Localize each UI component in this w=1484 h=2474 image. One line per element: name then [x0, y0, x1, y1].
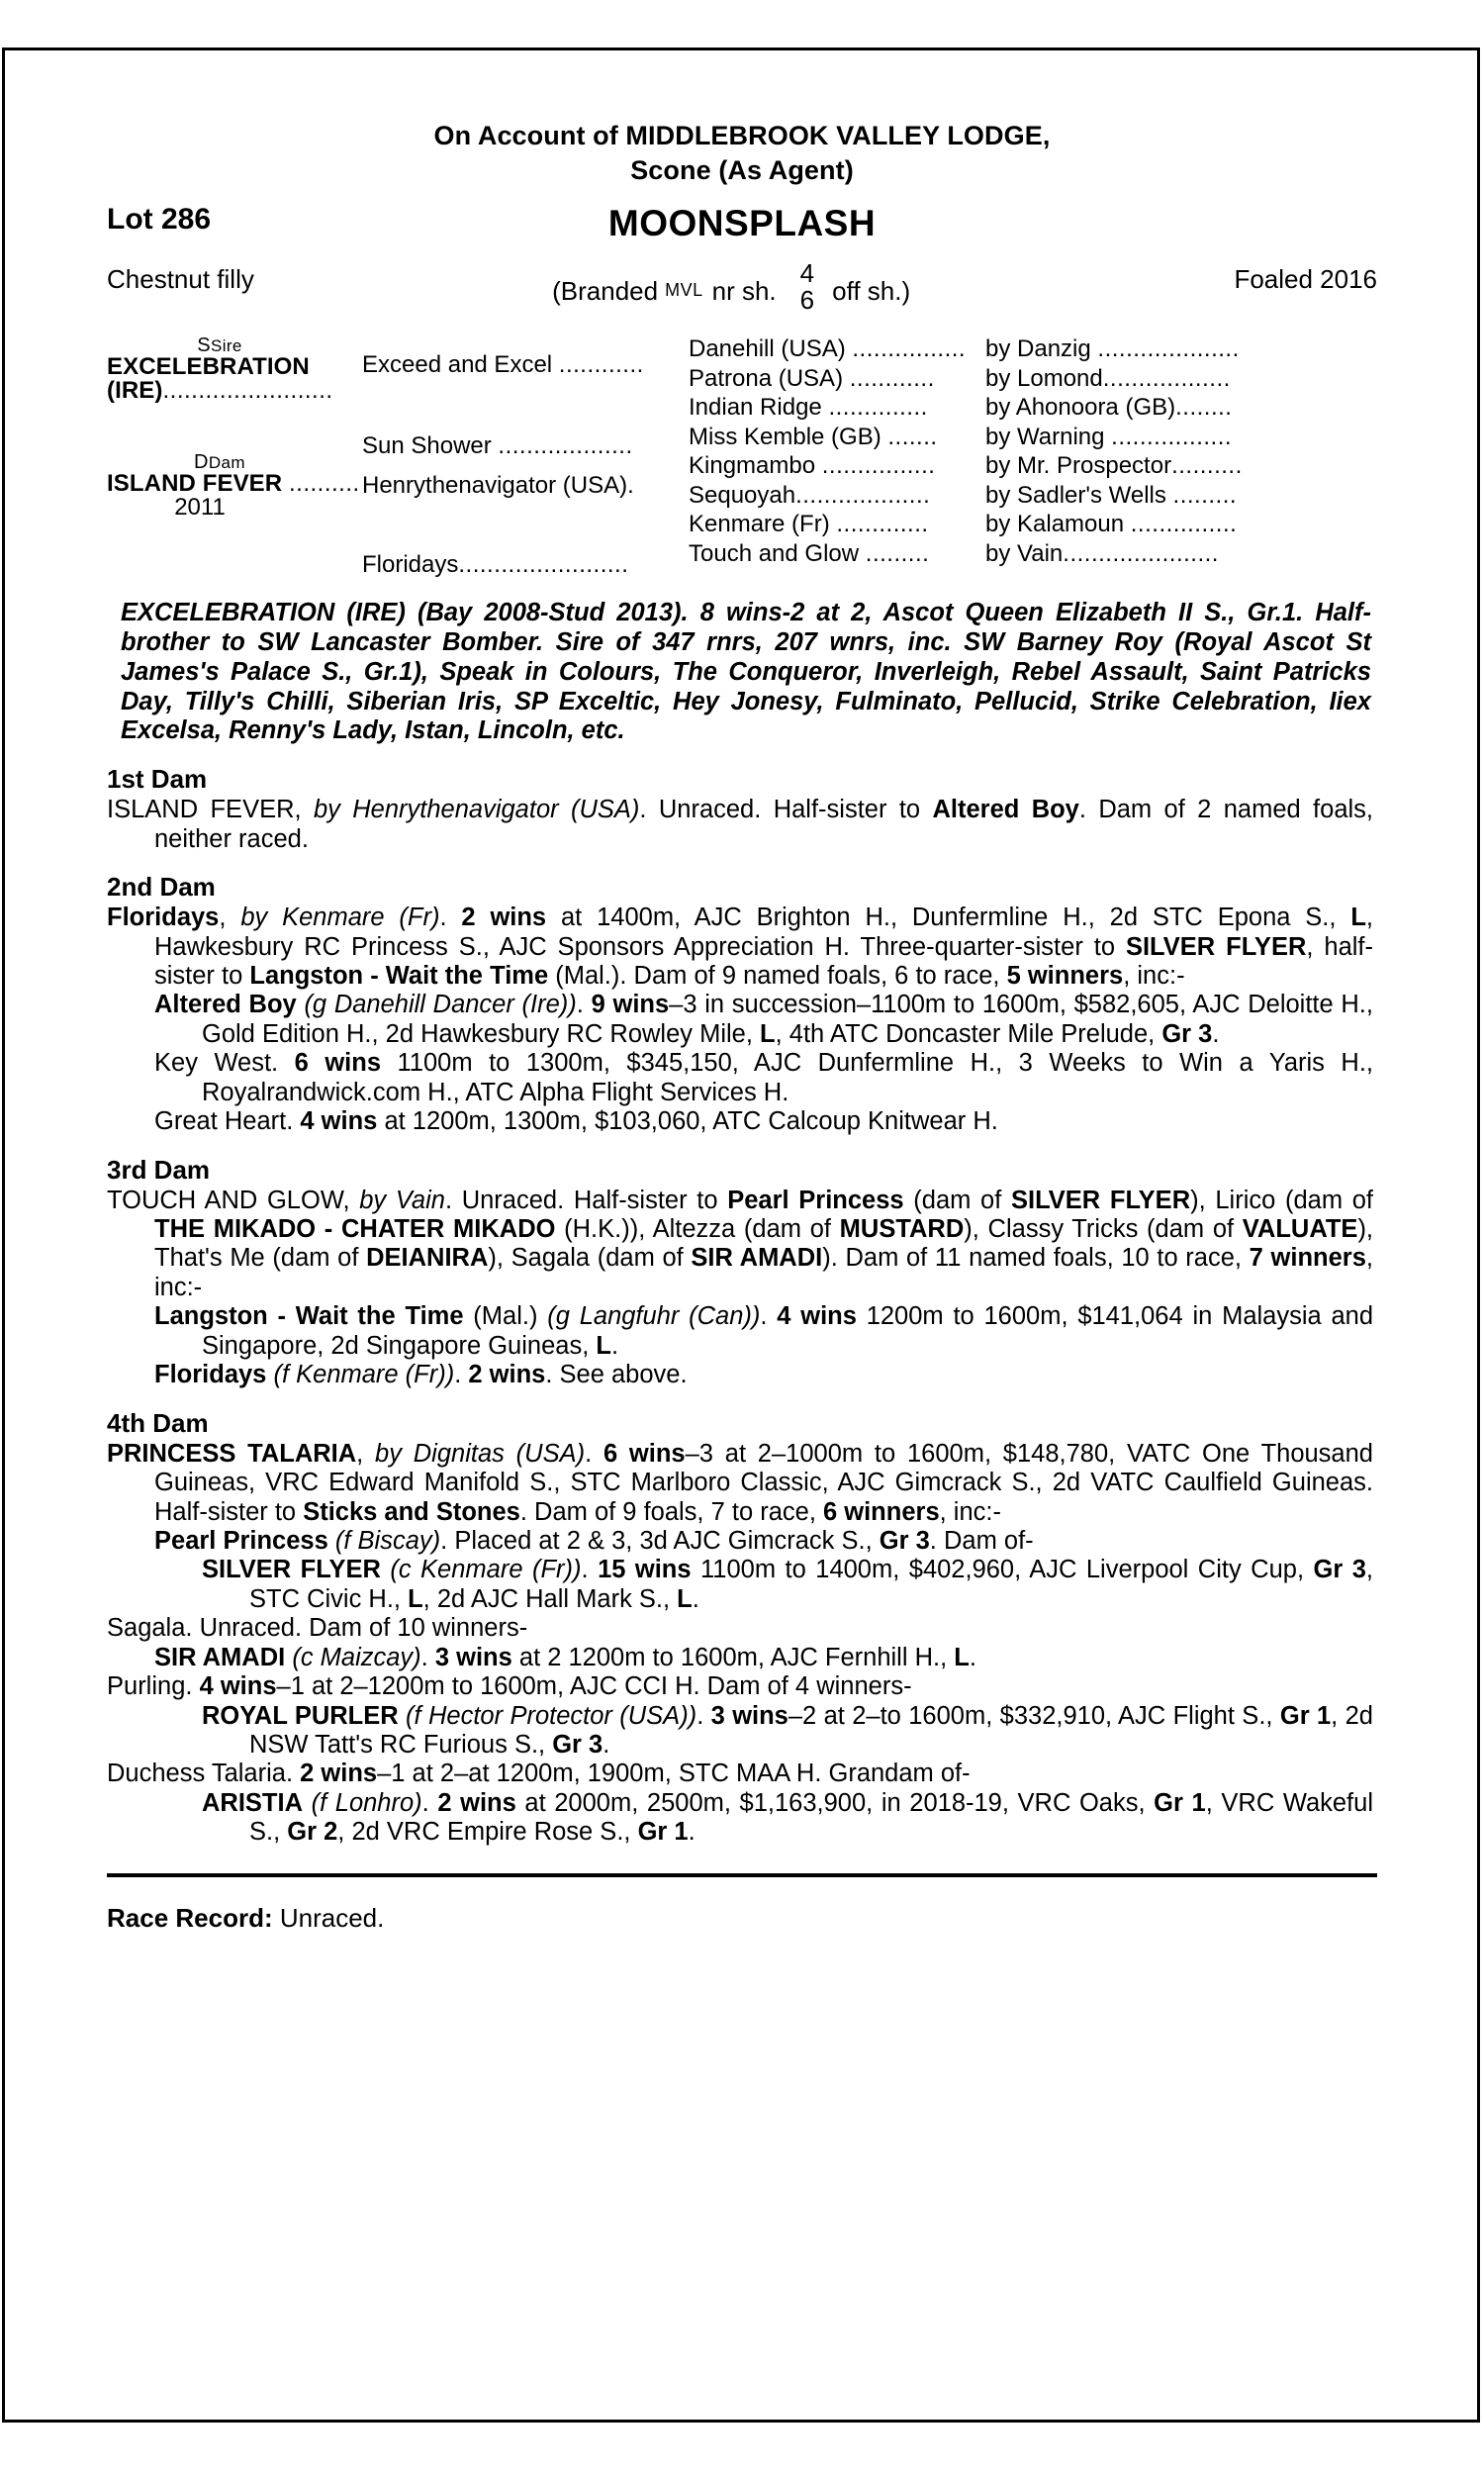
brand-denominator: 6 — [799, 285, 815, 316]
brand-prefix: (Branded — [552, 275, 659, 306]
dam-label-text: Dam — [208, 453, 245, 473]
second-dam-progeny-2: Great Heart. 4 wins at 1200m, 1300m, $103,060, ATC Calcoup Knitwear H. — [154, 1107, 998, 1136]
pedigree-g2-0: Exceed and Excel ............ — [362, 351, 644, 379]
pedigree-g4-7: by Vain...................... — [985, 541, 1219, 567]
pedigree-g3-1: Patrona (USA) ............ — [689, 366, 935, 392]
lot-number: Lot 286 — [107, 203, 212, 237]
section-divider — [107, 1873, 1377, 1877]
fourth-dam-progeny-6: Duchess Talaria. 2 wins–1 at 2–at 1200m, 1900m, STC MAA H. Grandam of- — [107, 1760, 971, 1788]
second-dam-heading: 2nd Dam — [107, 872, 216, 903]
pedigree-g3-7: Touch and Glow ......... — [689, 541, 930, 567]
pedigree-col-sires-of — [985, 335, 1377, 577]
race-record-value: Unraced. — [279, 1902, 385, 1933]
first-dam-text: ISLAND FEVER, by Henrythenavigator (USA). Unraced. Half-sister to Altered Boy. Dam of 2 named foals, neither raced. — [107, 796, 1374, 853]
dam-dots: .......... — [289, 470, 360, 498]
sire-label-text: Sire — [210, 336, 242, 356]
pedigree-g2-3: Floridays........................ — [362, 551, 629, 579]
lot-row — [107, 203, 1377, 244]
pedigree-g3-0: Danehill (USA) ................ — [689, 337, 967, 363]
pedigree-g2-1: Sun Shower ................... — [362, 432, 633, 460]
brand-off-shoulder: off sh.) — [832, 275, 911, 306]
fourth-dam-progeny-5: ROYAL PURLER (f Hector Protector (USA)). 3 wins–2 at 2–to 1600m, $332,910, AJC Flight S., Gr 1, 2d NSW Tatt's RC Furious S., Gr 3. — [202, 1701, 1373, 1760]
pedigree-dam-cell — [107, 452, 362, 569]
fourth-dam-progeny-7: ARISTIA (f Lonhro). 2 wins at 2000m, 2500m, $1,163,900, in 2018-19, VRC Oaks, Gr 1, VRC Wakeful S., Gr 2, 2d VRC Empire Rose S., Gr 1. — [202, 1788, 1373, 1847]
sire-name-line2: (IRE)........................ — [107, 377, 333, 405]
fourth-dam-progeny-2: Sagala. Unraced. Dam of 10 winners- — [107, 1614, 528, 1643]
sire-name: EXCELEBRATION — [107, 353, 310, 381]
sire-description: EXCELEBRATION (IRE) (Bay 2008-Stud 2013). 8 wins-2 at 2, Ascot Queen Elizabeth II S., Gr.1. Half-brother to SW Lancaster Bomber. Sire of 347 rnrs, 207 wnrs, inc. SW Barney Roy (Royal Ascot St James's Palace S., Gr.1), Speak in Colours, The Conqueror, Inverleigh, Rebel Assault, Saint Patricks Day, Tilly's Chilli, Siberian Iris, SP Exceltic, Hey Jonesy, Fulminato, Pellucid, Strike Celebration, Iiex Excelsa, Renny's Lady, Istan, Lincoln, etc. — [121, 599, 1371, 745]
fourth-dam-progeny-1: SILVER FLYER (c Kenmare (Fr)). 15 wins 1100m to 1400m, $402,960, AJC Liverpool City Cup, Gr 3, STC Civic H., L, 2d AJC Hall Mark S., L. — [202, 1556, 1373, 1613]
pedigree-col-great-grandparents — [689, 335, 985, 577]
pedigree-g3-4: Kingmambo ................ — [689, 454, 936, 480]
pedigree-g4-5: by Sadler's Wells ......... — [985, 483, 1238, 509]
pedigree-g4-4: by Mr. Prospector.......... — [985, 454, 1243, 480]
pedigree-g3-2: Indian Ridge .............. — [689, 396, 928, 422]
second-dam-progeny-0: Altered Boy (g Danehill Dancer (Ire)). 9 wins–3 in succession–1100m to 1600m, $582,605, AJC Deloitte H., Gold Edition H., 2d Hawkesbury RC Rowley Mile, L, 4th ATC Doncaster Mile Prelude, Gr 3. — [154, 991, 1373, 1048]
brand-near-shoulder: nr sh. — [711, 275, 777, 306]
third-dam-heading: 3rd Dam — [107, 1154, 211, 1185]
race-record-label: Race Record: — [107, 1902, 273, 1933]
pedigree-g4-0: by Danzig .................... — [985, 337, 1240, 363]
race-record — [107, 1903, 1377, 1934]
pedigree-col-parents — [107, 335, 362, 577]
fourth-dam-text: PRINCESS TALARIA, by Dignitas (USA). 6 wins–3 at 2–1000m to 1600m, $148,780, VATC One Thousand Guineas, VRC Edward Manifold S., STC Marlboro Classic, AJC Gimcrack S., 2d VATC Caulfield Guineas. Half-sister to Sticks and Stones. Dam of 9 foals, 7 to race, 6 winners, inc:- — [107, 1439, 1373, 1526]
third-dam-progeny-0: Langston - Wait the Time (Mal.) (g Langfuhr (Can)). 4 wins 1200m to 1600m, $141,064 in Malaysia and Singapore, 2d Singapore Guineas, L. — [154, 1302, 1374, 1360]
third-dam-progeny-1: Floridays (f Kenmare (Fr)). 2 wins. See above. — [154, 1361, 688, 1389]
dam-label: DDam — [194, 451, 245, 474]
colour-and-sex: Chestnut filly — [107, 264, 254, 295]
consignor-line-1: On Account of MIDDLEBROOK VALLEY LODGE, — [433, 121, 1051, 150]
horse-description-row — [107, 252, 1377, 316]
pedigree-g4-2: by Ahonoora (GB)........ — [985, 396, 1233, 422]
pedigree-g3-6: Kenmare (Fr) ............. — [689, 513, 929, 538]
sire-label: SSire — [197, 334, 242, 357]
brand-numerator: 4 — [799, 258, 815, 289]
sire-dots: ........................ — [162, 377, 333, 405]
pedigree-table — [107, 335, 1377, 577]
pedigree-g2-2: Henrythenavigator (USA). — [362, 472, 634, 500]
fourth-dam-progeny-0: Pearl Princess (f Biscay). Placed at 2 & 3, 3d AJC Gimcrack S., Gr 3. Dam of- — [154, 1526, 1034, 1555]
pedigree-sire-cell — [107, 335, 362, 452]
consignor-heading — [107, 119, 1377, 187]
pedigree-g3-5: Sequoyah................... — [689, 483, 931, 509]
brand-details — [552, 252, 910, 319]
first-dam-heading: 1st Dam — [107, 764, 208, 795]
fourth-dam-heading: 4th Dam — [107, 1407, 209, 1438]
third-dam-text: TOUCH AND GLOW, by Vain. Unraced. Half-sister to Pearl Princess (dam of SILVER FLYER), Lirico (dam of THE MIKADO - CHATER MIKADO (H.K.)), Altezza (dam of MUSTARD), Classy Tricks (dam of VALUATE), That's Me (dam of DEIANIRA), Sagala (dam of SIR AMADI). Dam of 11 named foals, 10 to race, 7 winners, inc:- — [107, 1186, 1374, 1301]
foaled-year: Foaled 2016 — [1234, 264, 1377, 295]
fourth-dam-progeny-4: Purling. 4 wins–1 at 2–1200m to 1600m, AJC CCI H. Dam of 4 winners- — [107, 1672, 912, 1701]
pedigree-col-grandparents — [362, 335, 689, 577]
dam-name: ISLAND FEVER .......... — [107, 470, 360, 498]
dam-year: 2011 — [174, 494, 226, 522]
pedigree-g4-3: by Warning ................. — [985, 425, 1233, 450]
consignor-line-2: Scone (As Agent) — [630, 154, 854, 185]
brand-fraction — [800, 260, 814, 315]
pedigree-g3-3: Miss Kemble (GB) ....... — [689, 425, 938, 450]
pedigree-g4-6: by Kalamoun ............... — [985, 513, 1238, 538]
pedigree-g4-1: by Lomond.................. — [985, 366, 1231, 392]
second-dam-progeny-1: Key West. 6 wins 1100m to 1300m, $345,150, AJC Dunfermline H., 3 Weeks to Win a Yaris H., Royalrandwick.com H., ATC Alpha Flight Services H. — [154, 1049, 1373, 1106]
page-title: MOONSPLASH — [607, 203, 877, 244]
fourth-dam-progeny-3: SIR AMADI (c Maizcay). 3 wins at 2 1200m to 1600m, AJC Fernhill H., L. — [154, 1643, 976, 1671]
second-dam-text: Floridays, by Kenmare (Fr). 2 wins at 1400m, AJC Brighton H., Dunfermline H., 2d STC Epona S., L, Hawkesbury RC Princess S., AJC Sponsors Appreciation H. Three-quarter-sister to SILVER FLYER, half-sister to Langston - Wait the Time (Mal.). Dam of 9 named foals, 6 to race, 5 winners, inc:- — [107, 904, 1374, 990]
brand-mark: MVL — [665, 279, 703, 300]
